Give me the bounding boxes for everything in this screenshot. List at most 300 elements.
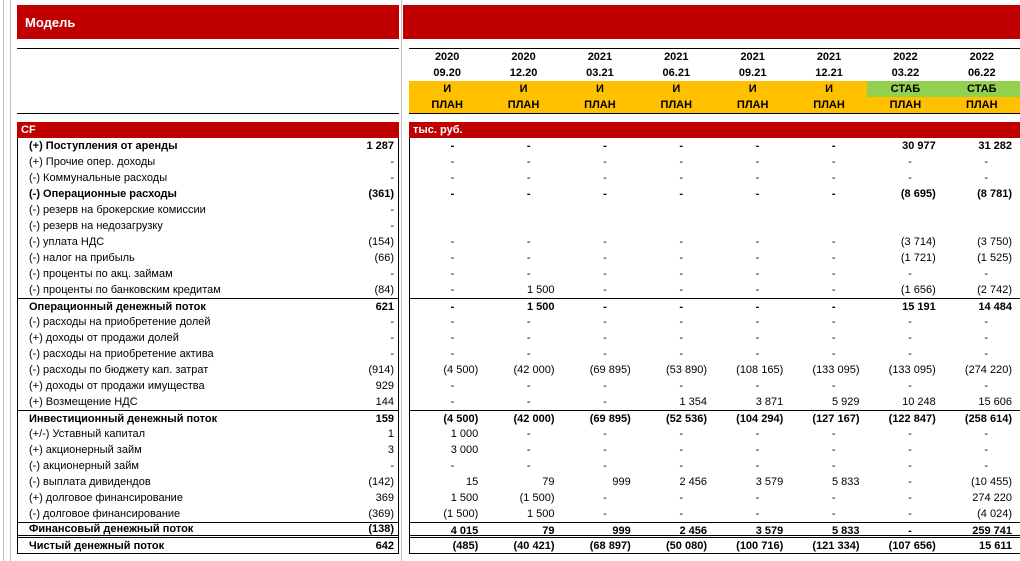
data-cell[interactable]: - bbox=[755, 188, 760, 200]
header-cell-plan[interactable]: ПЛАН bbox=[944, 97, 1020, 113]
header-cell-status[interactable]: И bbox=[715, 81, 791, 97]
header-cell-year[interactable]: 2020 bbox=[511, 51, 536, 63]
data-cell[interactable]: - bbox=[526, 188, 531, 200]
row-label[interactable]: (-) акционерный займ bbox=[29, 460, 139, 472]
data-cell[interactable]: - bbox=[984, 428, 988, 440]
sheet-gridline bbox=[10, 0, 11, 561]
row-total-value[interactable]: (142) bbox=[368, 476, 394, 488]
header-cell-period[interactable]: 03.22 bbox=[891, 67, 920, 79]
data-cell[interactable]: - bbox=[831, 444, 836, 456]
row-label[interactable]: (-) резерв на недозагрузку bbox=[29, 220, 163, 232]
data-cell[interactable]: - bbox=[679, 301, 683, 313]
header-cell-period[interactable]: 12.20 bbox=[509, 67, 538, 79]
data-cell[interactable]: - bbox=[679, 428, 683, 440]
unit-label: тыс. руб. bbox=[413, 124, 463, 136]
data-cell[interactable]: 2 456 bbox=[679, 525, 707, 537]
data-cell[interactable]: (104 294) bbox=[736, 413, 784, 425]
data-cell[interactable]: - bbox=[908, 380, 912, 392]
header-cell-status[interactable]: И bbox=[638, 81, 714, 97]
data-cell[interactable]: - bbox=[526, 172, 531, 184]
left-header-box bbox=[17, 48, 399, 114]
data-cell[interactable]: - bbox=[755, 236, 760, 248]
data-cell[interactable]: - bbox=[831, 348, 836, 360]
data-cell[interactable]: - bbox=[679, 188, 683, 200]
data-cell[interactable]: (8 781) bbox=[977, 188, 1012, 200]
header-cell-period[interactable]: 06.22 bbox=[968, 67, 996, 79]
data-cell[interactable]: - bbox=[755, 332, 760, 344]
header-cell-status[interactable]: И bbox=[791, 81, 867, 97]
data-cell[interactable]: (3 750) bbox=[977, 236, 1012, 248]
data-cell[interactable]: 5 929 bbox=[831, 396, 860, 408]
data-cell[interactable]: - bbox=[755, 492, 760, 504]
row-label[interactable]: (+/-) Уставный капитал bbox=[29, 428, 146, 440]
data-cell[interactable]: - bbox=[450, 348, 455, 360]
table-row-values bbox=[410, 138, 1020, 154]
data-cell[interactable]: - bbox=[984, 156, 988, 168]
data-cell[interactable]: - bbox=[679, 508, 683, 520]
data-cell[interactable]: - bbox=[679, 172, 683, 184]
data-cell[interactable]: - bbox=[450, 396, 455, 408]
data-cell[interactable]: - bbox=[831, 301, 836, 313]
data-cell[interactable]: 79 bbox=[542, 525, 555, 537]
data-cell[interactable]: - bbox=[908, 428, 912, 440]
data-cell[interactable]: 999 bbox=[612, 525, 631, 537]
data-cell[interactable]: - bbox=[679, 316, 683, 328]
row-label[interactable]: (-) выплата дивидендов bbox=[29, 476, 151, 488]
data-cell[interactable]: - bbox=[679, 460, 683, 472]
data-cell[interactable]: - bbox=[526, 140, 531, 152]
data-cell[interactable]: - bbox=[679, 332, 683, 344]
header-cell-status[interactable]: СТАБ bbox=[944, 81, 1020, 97]
data-cell[interactable]: - bbox=[755, 172, 760, 184]
data-cell[interactable]: - bbox=[831, 156, 836, 168]
row-total-value[interactable]: 1 287 bbox=[366, 140, 394, 152]
row-label[interactable]: (-) налог на прибыль bbox=[29, 252, 135, 264]
row-total-value[interactable]: - bbox=[390, 348, 394, 360]
data-cell[interactable]: 3 579 bbox=[755, 525, 784, 537]
data-cell[interactable]: - bbox=[603, 348, 607, 360]
row-total-value[interactable]: (369) bbox=[368, 508, 394, 520]
data-cell[interactable]: - bbox=[831, 172, 836, 184]
data-cell[interactable]: (107 656) bbox=[888, 540, 936, 552]
table-row bbox=[18, 506, 398, 522]
header-cell-status[interactable]: И bbox=[409, 81, 485, 97]
data-cell[interactable]: - bbox=[526, 460, 531, 472]
header-cell-year[interactable]: 2022 bbox=[893, 51, 918, 63]
data-cell[interactable]: (10 455) bbox=[971, 476, 1012, 488]
row-total-value[interactable]: (914) bbox=[368, 364, 394, 376]
header-cell-year[interactable]: 2020 bbox=[434, 51, 460, 63]
header-cell-plan[interactable]: ПЛАН bbox=[638, 97, 714, 113]
data-cell[interactable]: - bbox=[679, 492, 683, 504]
data-cell[interactable]: - bbox=[908, 332, 912, 344]
data-cell[interactable]: - bbox=[984, 460, 988, 472]
data-cell[interactable]: 31 282 bbox=[978, 140, 1012, 152]
row-total-value[interactable]: - bbox=[390, 332, 394, 344]
data-cell[interactable]: - bbox=[831, 188, 836, 200]
data-cell[interactable]: - bbox=[603, 316, 607, 328]
data-cell[interactable]: - bbox=[603, 268, 607, 280]
data-cell[interactable]: 999 bbox=[612, 476, 631, 488]
data-cell[interactable]: - bbox=[831, 140, 836, 152]
data-cell[interactable]: 15 191 bbox=[902, 301, 936, 313]
data-cell[interactable]: - bbox=[831, 428, 836, 440]
data-cell[interactable]: 1 354 bbox=[679, 396, 707, 408]
data-cell[interactable]: (127 167) bbox=[812, 413, 860, 425]
data-cell[interactable]: (69 895) bbox=[589, 364, 631, 376]
data-cell[interactable]: - bbox=[908, 492, 912, 504]
data-cell[interactable]: 1 500 bbox=[526, 301, 555, 313]
data-cell[interactable]: - bbox=[679, 380, 683, 392]
data-cell[interactable]: 1 500 bbox=[526, 508, 555, 520]
row-total-value[interactable]: 159 bbox=[375, 412, 394, 425]
data-cell[interactable]: (121 334) bbox=[812, 540, 860, 552]
table-row bbox=[18, 234, 398, 250]
data-cell[interactable]: - bbox=[603, 508, 607, 520]
row-total-value[interactable]: 929 bbox=[375, 380, 394, 392]
data-cell[interactable]: - bbox=[526, 252, 531, 264]
data-cell[interactable]: - bbox=[603, 172, 607, 184]
data-cell[interactable]: - bbox=[679, 348, 683, 360]
table-row-values bbox=[410, 330, 1020, 346]
data-cell[interactable]: - bbox=[755, 140, 760, 152]
data-cell[interactable]: - bbox=[984, 444, 988, 456]
header-cell-status[interactable]: И bbox=[485, 81, 561, 97]
data-cell[interactable]: - bbox=[603, 284, 607, 296]
data-cell[interactable]: (133 095) bbox=[812, 364, 860, 376]
row-total-value[interactable]: 369 bbox=[375, 492, 394, 504]
data-cell[interactable]: - bbox=[755, 301, 760, 313]
data-cell[interactable]: - bbox=[603, 444, 607, 456]
data-cell[interactable]: - bbox=[603, 140, 607, 152]
data-cell[interactable]: (50 080) bbox=[666, 540, 707, 552]
row-total-value[interactable]: 621 bbox=[375, 300, 394, 313]
data-cell[interactable]: - bbox=[831, 316, 836, 328]
data-cell[interactable]: - bbox=[526, 428, 531, 440]
header-cell-period[interactable]: 09.21 bbox=[738, 67, 767, 79]
row-label[interactable]: Финансовый денежный поток bbox=[29, 523, 194, 535]
data-cell[interactable]: - bbox=[526, 332, 531, 344]
header-red-bar[interactable] bbox=[403, 5, 1020, 39]
data-cell[interactable]: - bbox=[450, 236, 455, 248]
header-cell-plan[interactable]: ПЛАН bbox=[409, 97, 485, 113]
data-cell[interactable]: (108 165) bbox=[736, 364, 784, 376]
data-cell[interactable]: 10 248 bbox=[902, 396, 936, 408]
data-cell[interactable]: (68 897) bbox=[589, 540, 631, 552]
data-cell[interactable]: (4 500) bbox=[443, 413, 479, 425]
data-cell[interactable]: - bbox=[603, 460, 607, 472]
data-cell[interactable]: - bbox=[603, 301, 607, 313]
data-cell[interactable]: - bbox=[831, 492, 836, 504]
table-row bbox=[18, 186, 398, 202]
table-row-values bbox=[410, 538, 1020, 554]
row-label[interactable]: (-) расходы на приобретение актива bbox=[29, 348, 214, 360]
row-total-value[interactable]: (138) bbox=[368, 523, 394, 535]
data-cell[interactable]: - bbox=[755, 444, 760, 456]
header-cell-status[interactable]: И bbox=[562, 81, 638, 97]
data-cell[interactable]: (122 847) bbox=[888, 413, 936, 425]
data-cell[interactable]: (1 721) bbox=[900, 252, 936, 264]
data-cell[interactable]: (40 421) bbox=[513, 540, 555, 552]
row-total-value[interactable]: (84) bbox=[374, 284, 394, 296]
row-total-value[interactable]: - bbox=[390, 316, 394, 328]
header-cell-plan[interactable]: ПЛАН bbox=[485, 97, 561, 113]
table-row-values bbox=[410, 234, 1020, 250]
data-cell[interactable]: (42 000) bbox=[513, 364, 555, 376]
data-cell[interactable]: - bbox=[603, 156, 607, 168]
row-total-value[interactable]: 1 bbox=[387, 428, 394, 440]
data-cell[interactable]: (4 500) bbox=[443, 364, 479, 376]
table-row-values bbox=[410, 314, 1020, 330]
table-row-values bbox=[410, 522, 1020, 538]
row-label[interactable]: (-) резерв на брокерские комиссии bbox=[29, 204, 206, 216]
data-cell[interactable]: 3 871 bbox=[755, 396, 784, 408]
row-label[interactable]: (+) долговое финансирование bbox=[29, 492, 183, 504]
table-row bbox=[18, 426, 398, 442]
row-label[interactable]: (-) долговое финансирование bbox=[29, 508, 181, 520]
row-total-value[interactable]: (361) bbox=[368, 188, 394, 200]
data-cell[interactable]: - bbox=[450, 316, 455, 328]
row-label[interactable]: (+) акционерный займ bbox=[29, 444, 142, 456]
data-cell[interactable]: 2 456 bbox=[679, 476, 707, 488]
data-cell[interactable]: (52 536) bbox=[666, 413, 707, 425]
header-cell-year[interactable]: 2021 bbox=[587, 51, 613, 63]
row-label[interactable]: (-) расходы по бюджету кап. затрат bbox=[29, 364, 209, 376]
data-cell[interactable]: (4 024) bbox=[977, 508, 1012, 520]
data-cell[interactable]: (274 220) bbox=[964, 364, 1012, 376]
data-cell[interactable]: - bbox=[679, 444, 683, 456]
data-cell[interactable]: - bbox=[908, 268, 912, 280]
data-cell[interactable]: - bbox=[526, 236, 531, 248]
table-row bbox=[18, 298, 398, 314]
header-cell-year[interactable]: 2022 bbox=[969, 51, 995, 63]
data-cell[interactable]: - bbox=[831, 284, 836, 296]
header-cell-year[interactable]: 2021 bbox=[740, 51, 765, 63]
data-cell[interactable]: (1 525) bbox=[977, 252, 1012, 264]
data-cell[interactable]: - bbox=[603, 188, 607, 200]
data-cell[interactable]: - bbox=[526, 348, 531, 360]
data-cell[interactable]: 5 833 bbox=[831, 525, 860, 537]
data-cell[interactable]: - bbox=[603, 252, 607, 264]
row-label[interactable]: (+) доходы от продажи имущества bbox=[29, 380, 205, 392]
header-cell-plan[interactable]: ПЛАН bbox=[791, 97, 867, 113]
data-cell[interactable]: - bbox=[679, 140, 683, 152]
header-cell-status[interactable]: СТАБ bbox=[867, 81, 943, 97]
data-cell[interactable]: - bbox=[755, 268, 760, 280]
data-cell[interactable]: - bbox=[603, 332, 607, 344]
data-cell[interactable]: - bbox=[450, 172, 455, 184]
header-cell-plan[interactable]: ПЛАН bbox=[562, 97, 638, 113]
data-cell[interactable]: - bbox=[831, 268, 836, 280]
data-cell[interactable]: - bbox=[984, 316, 988, 328]
data-cell[interactable]: - bbox=[450, 188, 455, 200]
data-cell[interactable]: - bbox=[755, 380, 760, 392]
data-cell[interactable]: 15 606 bbox=[978, 396, 1012, 408]
data-cell[interactable]: (133 095) bbox=[888, 364, 936, 376]
model-title-bar[interactable] bbox=[17, 5, 399, 39]
data-cell[interactable]: - bbox=[984, 268, 988, 280]
row-label[interactable]: Чистый денежный поток bbox=[29, 539, 165, 552]
row-label[interactable]: (+) Прочие опер. доходы bbox=[29, 156, 156, 168]
data-cell[interactable]: - bbox=[831, 380, 836, 392]
header-cell-period[interactable]: 03.21 bbox=[586, 67, 614, 79]
data-cell[interactable]: - bbox=[679, 252, 683, 264]
row-total-value[interactable]: - bbox=[390, 156, 394, 168]
data-cell[interactable]: - bbox=[755, 252, 760, 264]
data-cell[interactable]: - bbox=[908, 172, 912, 184]
row-label[interactable]: (+) Возмещение НДС bbox=[29, 396, 138, 408]
row-label[interactable]: (-) проценты по акц. займам bbox=[29, 268, 173, 280]
data-cell[interactable]: 79 bbox=[542, 476, 555, 488]
row-total-value[interactable]: (154) bbox=[368, 236, 394, 248]
data-cell[interactable]: - bbox=[603, 396, 607, 408]
header-row-year bbox=[409, 49, 1020, 65]
data-cell[interactable]: - bbox=[984, 348, 988, 360]
data-cell[interactable]: (42 000) bbox=[513, 413, 555, 425]
row-total-value[interactable]: 144 bbox=[375, 396, 394, 408]
cf-section-bar[interactable] bbox=[17, 122, 399, 138]
data-cell[interactable]: - bbox=[755, 156, 760, 168]
data-cell[interactable]: - bbox=[526, 268, 531, 280]
data-cell[interactable]: - bbox=[603, 380, 607, 392]
data-cell[interactable]: - bbox=[831, 460, 836, 472]
data-cell[interactable]: - bbox=[984, 332, 988, 344]
data-cell[interactable]: 14 484 bbox=[978, 301, 1012, 313]
table-row-values bbox=[410, 202, 1020, 218]
data-cell[interactable]: - bbox=[450, 252, 455, 264]
header-cell-year[interactable]: 2021 bbox=[664, 51, 689, 63]
data-cell[interactable]: - bbox=[679, 236, 683, 248]
table-row bbox=[18, 474, 398, 490]
data-cell[interactable]: (69 895) bbox=[589, 413, 631, 425]
data-cell[interactable]: 1 500 bbox=[450, 492, 479, 504]
data-cell[interactable]: - bbox=[984, 380, 988, 392]
data-cell[interactable]: - bbox=[831, 508, 836, 520]
data-cell[interactable]: - bbox=[908, 444, 912, 456]
data-cell[interactable]: - bbox=[603, 492, 607, 504]
data-cell[interactable]: - bbox=[679, 156, 683, 168]
data-cell[interactable]: - bbox=[831, 236, 836, 248]
row-label[interactable]: (-) Коммунальные расходы bbox=[29, 172, 168, 184]
data-cell[interactable]: - bbox=[603, 236, 607, 248]
data-cell[interactable]: 3 579 bbox=[755, 476, 784, 488]
data-cell[interactable]: - bbox=[450, 332, 455, 344]
data-cell[interactable]: (8 695) bbox=[900, 188, 936, 200]
unit-bar[interactable] bbox=[409, 122, 1020, 138]
data-cell[interactable]: - bbox=[450, 268, 455, 280]
data-cell[interactable]: 1 500 bbox=[526, 284, 555, 296]
row-total-value[interactable]: - bbox=[390, 268, 394, 280]
data-cell[interactable]: - bbox=[908, 316, 912, 328]
data-cell[interactable]: - bbox=[908, 508, 912, 520]
data-cell[interactable]: (1 500) bbox=[519, 492, 555, 504]
header-row-period bbox=[409, 65, 1020, 81]
data-cell[interactable]: - bbox=[908, 348, 912, 360]
data-cell[interactable]: - bbox=[831, 332, 836, 344]
row-label[interactable]: Инвестиционный денежный поток bbox=[29, 412, 218, 425]
header-cell-plan[interactable]: ПЛАН bbox=[867, 97, 943, 113]
data-cell[interactable]: - bbox=[450, 284, 455, 296]
data-cell[interactable]: 15 611 bbox=[978, 540, 1012, 552]
row-total-value[interactable]: (66) bbox=[374, 252, 394, 264]
row-label[interactable]: Операционный денежный поток bbox=[29, 300, 206, 313]
data-cell[interactable]: - bbox=[908, 476, 912, 488]
data-cell[interactable]: (100 716) bbox=[736, 540, 784, 552]
data-cell[interactable]: - bbox=[908, 460, 912, 472]
row-total-value[interactable]: 642 bbox=[375, 539, 394, 552]
data-cell[interactable]: - bbox=[755, 316, 760, 328]
data-cell[interactable]: - bbox=[450, 156, 455, 168]
data-cell[interactable]: - bbox=[450, 460, 455, 472]
data-cell[interactable]: (2 742) bbox=[977, 284, 1012, 296]
data-cell[interactable]: 4 015 bbox=[450, 525, 479, 537]
data-cell[interactable]: (1 656) bbox=[900, 284, 936, 296]
data-cell[interactable]: - bbox=[755, 508, 760, 520]
data-cell[interactable]: - bbox=[755, 284, 760, 296]
row-label[interactable]: (-) проценты по банковским кредитам bbox=[29, 284, 221, 296]
data-cell[interactable]: 30 977 bbox=[902, 140, 936, 152]
data-cell[interactable]: (485) bbox=[452, 540, 479, 552]
data-cell[interactable]: (3 714) bbox=[900, 236, 936, 248]
data-cell[interactable]: - bbox=[526, 396, 531, 408]
data-cell[interactable]: - bbox=[679, 268, 683, 280]
data-cell[interactable]: (53 890) bbox=[666, 364, 707, 376]
table-row bbox=[18, 410, 398, 426]
data-cell[interactable]: 274 220 bbox=[972, 492, 1012, 504]
row-total-value[interactable]: - bbox=[390, 172, 394, 184]
data-cell[interactable]: - bbox=[755, 348, 760, 360]
data-cell[interactable]: - bbox=[450, 301, 455, 313]
data-cell[interactable]: - bbox=[984, 172, 988, 184]
row-label[interactable]: (-) расходы на приобретение долей bbox=[29, 316, 211, 328]
data-cell[interactable]: (1 500) bbox=[443, 508, 479, 520]
header-cell-period[interactable]: 06.21 bbox=[662, 67, 691, 79]
row-total-value[interactable]: 3 bbox=[387, 444, 394, 456]
data-cell[interactable]: - bbox=[526, 316, 531, 328]
data-cell[interactable]: - bbox=[831, 252, 836, 264]
data-cell[interactable]: - bbox=[450, 140, 455, 152]
data-cell[interactable]: - bbox=[526, 380, 531, 392]
row-total-value[interactable]: - bbox=[390, 220, 394, 232]
row-label[interactable]: (-) Операционные расходы bbox=[29, 188, 177, 200]
data-cell[interactable]: 1 000 bbox=[450, 428, 479, 440]
data-cell[interactable]: 15 bbox=[466, 476, 479, 488]
row-total-value[interactable]: - bbox=[390, 204, 394, 216]
data-cell[interactable]: - bbox=[450, 380, 455, 392]
header-cell-period[interactable]: 12.21 bbox=[815, 67, 843, 79]
table-row bbox=[18, 538, 398, 554]
row-total-value[interactable]: - bbox=[390, 460, 394, 472]
data-cell[interactable]: (258 614) bbox=[964, 413, 1012, 425]
data-cell[interactable]: - bbox=[908, 525, 912, 537]
header-cell-period[interactable]: 09.20 bbox=[433, 67, 461, 79]
row-label[interactable]: (+) доходы от продажи долей bbox=[29, 332, 179, 344]
data-cell[interactable]: - bbox=[908, 156, 912, 168]
data-cell[interactable]: - bbox=[755, 460, 760, 472]
data-cell[interactable]: - bbox=[603, 428, 607, 440]
data-cell[interactable]: 3 000 bbox=[450, 444, 479, 456]
data-cell[interactable]: - bbox=[679, 284, 683, 296]
header-cell-year[interactable]: 2021 bbox=[816, 51, 842, 63]
row-label[interactable]: (+) Поступления от аренды bbox=[29, 140, 178, 152]
data-cell[interactable]: 259 741 bbox=[972, 525, 1012, 537]
data-cell[interactable]: - bbox=[526, 156, 531, 168]
header-cell-plan[interactable]: ПЛАН bbox=[715, 97, 791, 113]
data-cell[interactable]: 5 833 bbox=[831, 476, 860, 488]
data-cell[interactable]: - bbox=[755, 428, 760, 440]
row-label[interactable]: (-) уплата НДС bbox=[29, 236, 105, 248]
data-cell[interactable]: - bbox=[526, 444, 531, 456]
